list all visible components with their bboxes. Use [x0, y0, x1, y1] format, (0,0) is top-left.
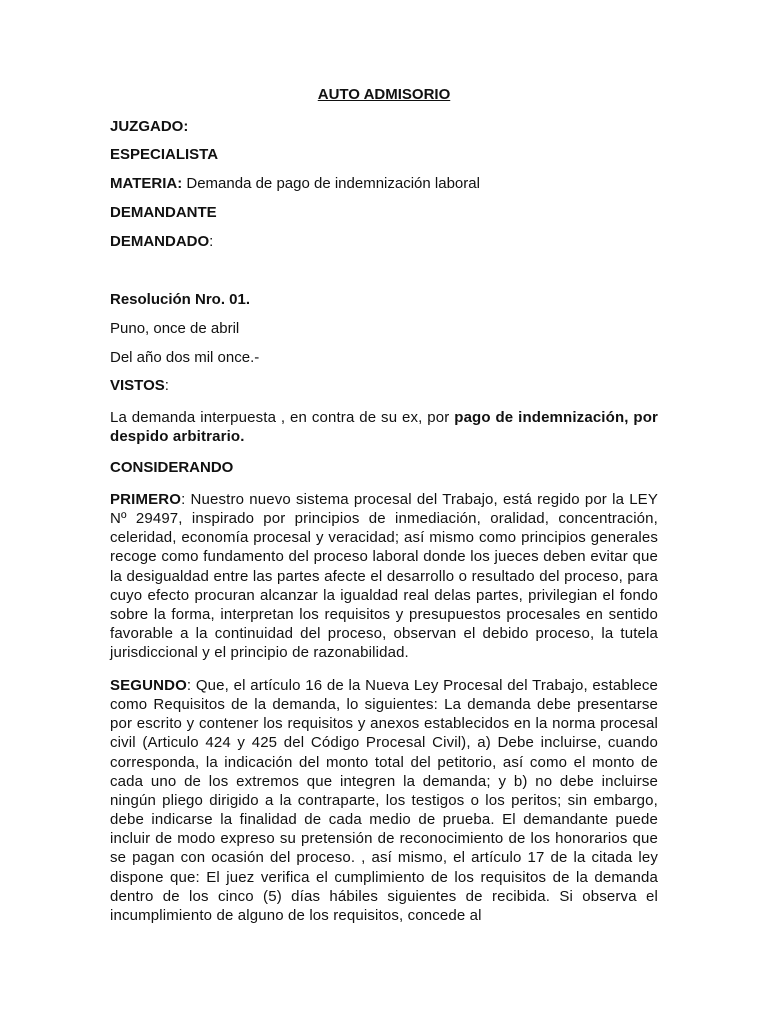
demandado-colon: : — [209, 233, 214, 250]
especialista-line — [110, 145, 218, 165]
primero-paragraph — [110, 490, 658, 662]
primero-label: PRIMERO — [110, 491, 182, 508]
vistos-paragraph — [110, 408, 658, 446]
demandante-line — [110, 203, 217, 223]
materia-line — [110, 174, 480, 194]
vistos-text: La demanda interpuesta , en contra de su ex, por — [110, 409, 455, 426]
considerando-heading: CONSIDERANDO — [110, 459, 234, 476]
segundo-paragraph — [110, 676, 658, 925]
vistos-line — [110, 376, 169, 396]
document-title: AUTO ADMISORIO — [317, 86, 451, 103]
demandante-label: DEMANDANTE — [110, 204, 217, 221]
resolucion-line — [110, 290, 250, 310]
materia-value: Demanda de pago de indemnización laboral — [182, 175, 480, 192]
juzgado-line — [110, 117, 188, 137]
materia-label: MATERIA: — [110, 175, 183, 192]
primero-text: : Nuestro nuevo sistema procesal del Trabajo, está regido por la LEY Nº 29497, inspirado por principios de inmediación, oralidad, concentración, celeridad, economía procesal y veracidad; así mismo como principios generales recoge como fundamento del proceso laboral donde los jueces deben evitar que la desigualdad entre las partes afecte el desarrollo o resultado del proceso, para cuyo efecto procuran alcanzar la igualdad real delas partes, privilegian el fondo sobre la forma, interpretan los requisitos y presupuestos procesales en sentido favorable a la continuidad del proceso, observan el debido proceso, la tutela jurisdiccional y el principio de razonabilidad. — [110, 491, 658, 662]
year-line: Del año dos mil once.- — [110, 349, 260, 366]
considerando-line — [110, 458, 233, 478]
resolucion-number: Resolución Nro. 01. — [110, 291, 251, 308]
vistos-colon: : — [164, 377, 169, 394]
juzgado-label: JUZGADO: — [110, 118, 189, 135]
demandado-label: DEMANDADO — [110, 233, 210, 250]
demandado-line — [110, 232, 213, 252]
especialista-label: ESPECIALISTA — [110, 146, 219, 163]
segundo-label: SEGUNDO — [110, 677, 187, 694]
vistos-bold-text: pago de indemnización, por despido arbitrario. — [110, 409, 659, 446]
vistos-label: VISTOS — [110, 377, 165, 394]
place-date: Puno, once de abril — [110, 320, 240, 337]
segundo-text: : Que, el artículo 16 de la Nueva Ley Procesal del Trabajo, establece como Requisitos de la demanda, lo siguientes: La demanda debe presentarse por escrito y contener los requisitos y anexos establecidos en la norma procesal civil (Articulo 424 y 425 del Código Procesal Civil), a) Debe incluirse, cuando corresponda, la indicación del monto total del petitorio, así como el monto de cada uno de los extremos que integren la demanda; y b) no debe incluirse ningún pliego dirigido a la contraparte, los testigos o los peritos; sin embargo, debe indicarse la finalidad de cada medio de prueba. El demandante puede incluir de modo expreso su pretensión de reconocimiento de los honorarios que se pagan con ocasión del proceso. , así mismo, el artículo 17 de la citada ley dispone que: El juez verifica el cumplimiento de los requisitos de la demanda dentro de los cinco (5) días hábiles siguientes de recibida. Si observa el incumplimiento de alguno de los requisitos, concede al — [110, 677, 658, 924]
